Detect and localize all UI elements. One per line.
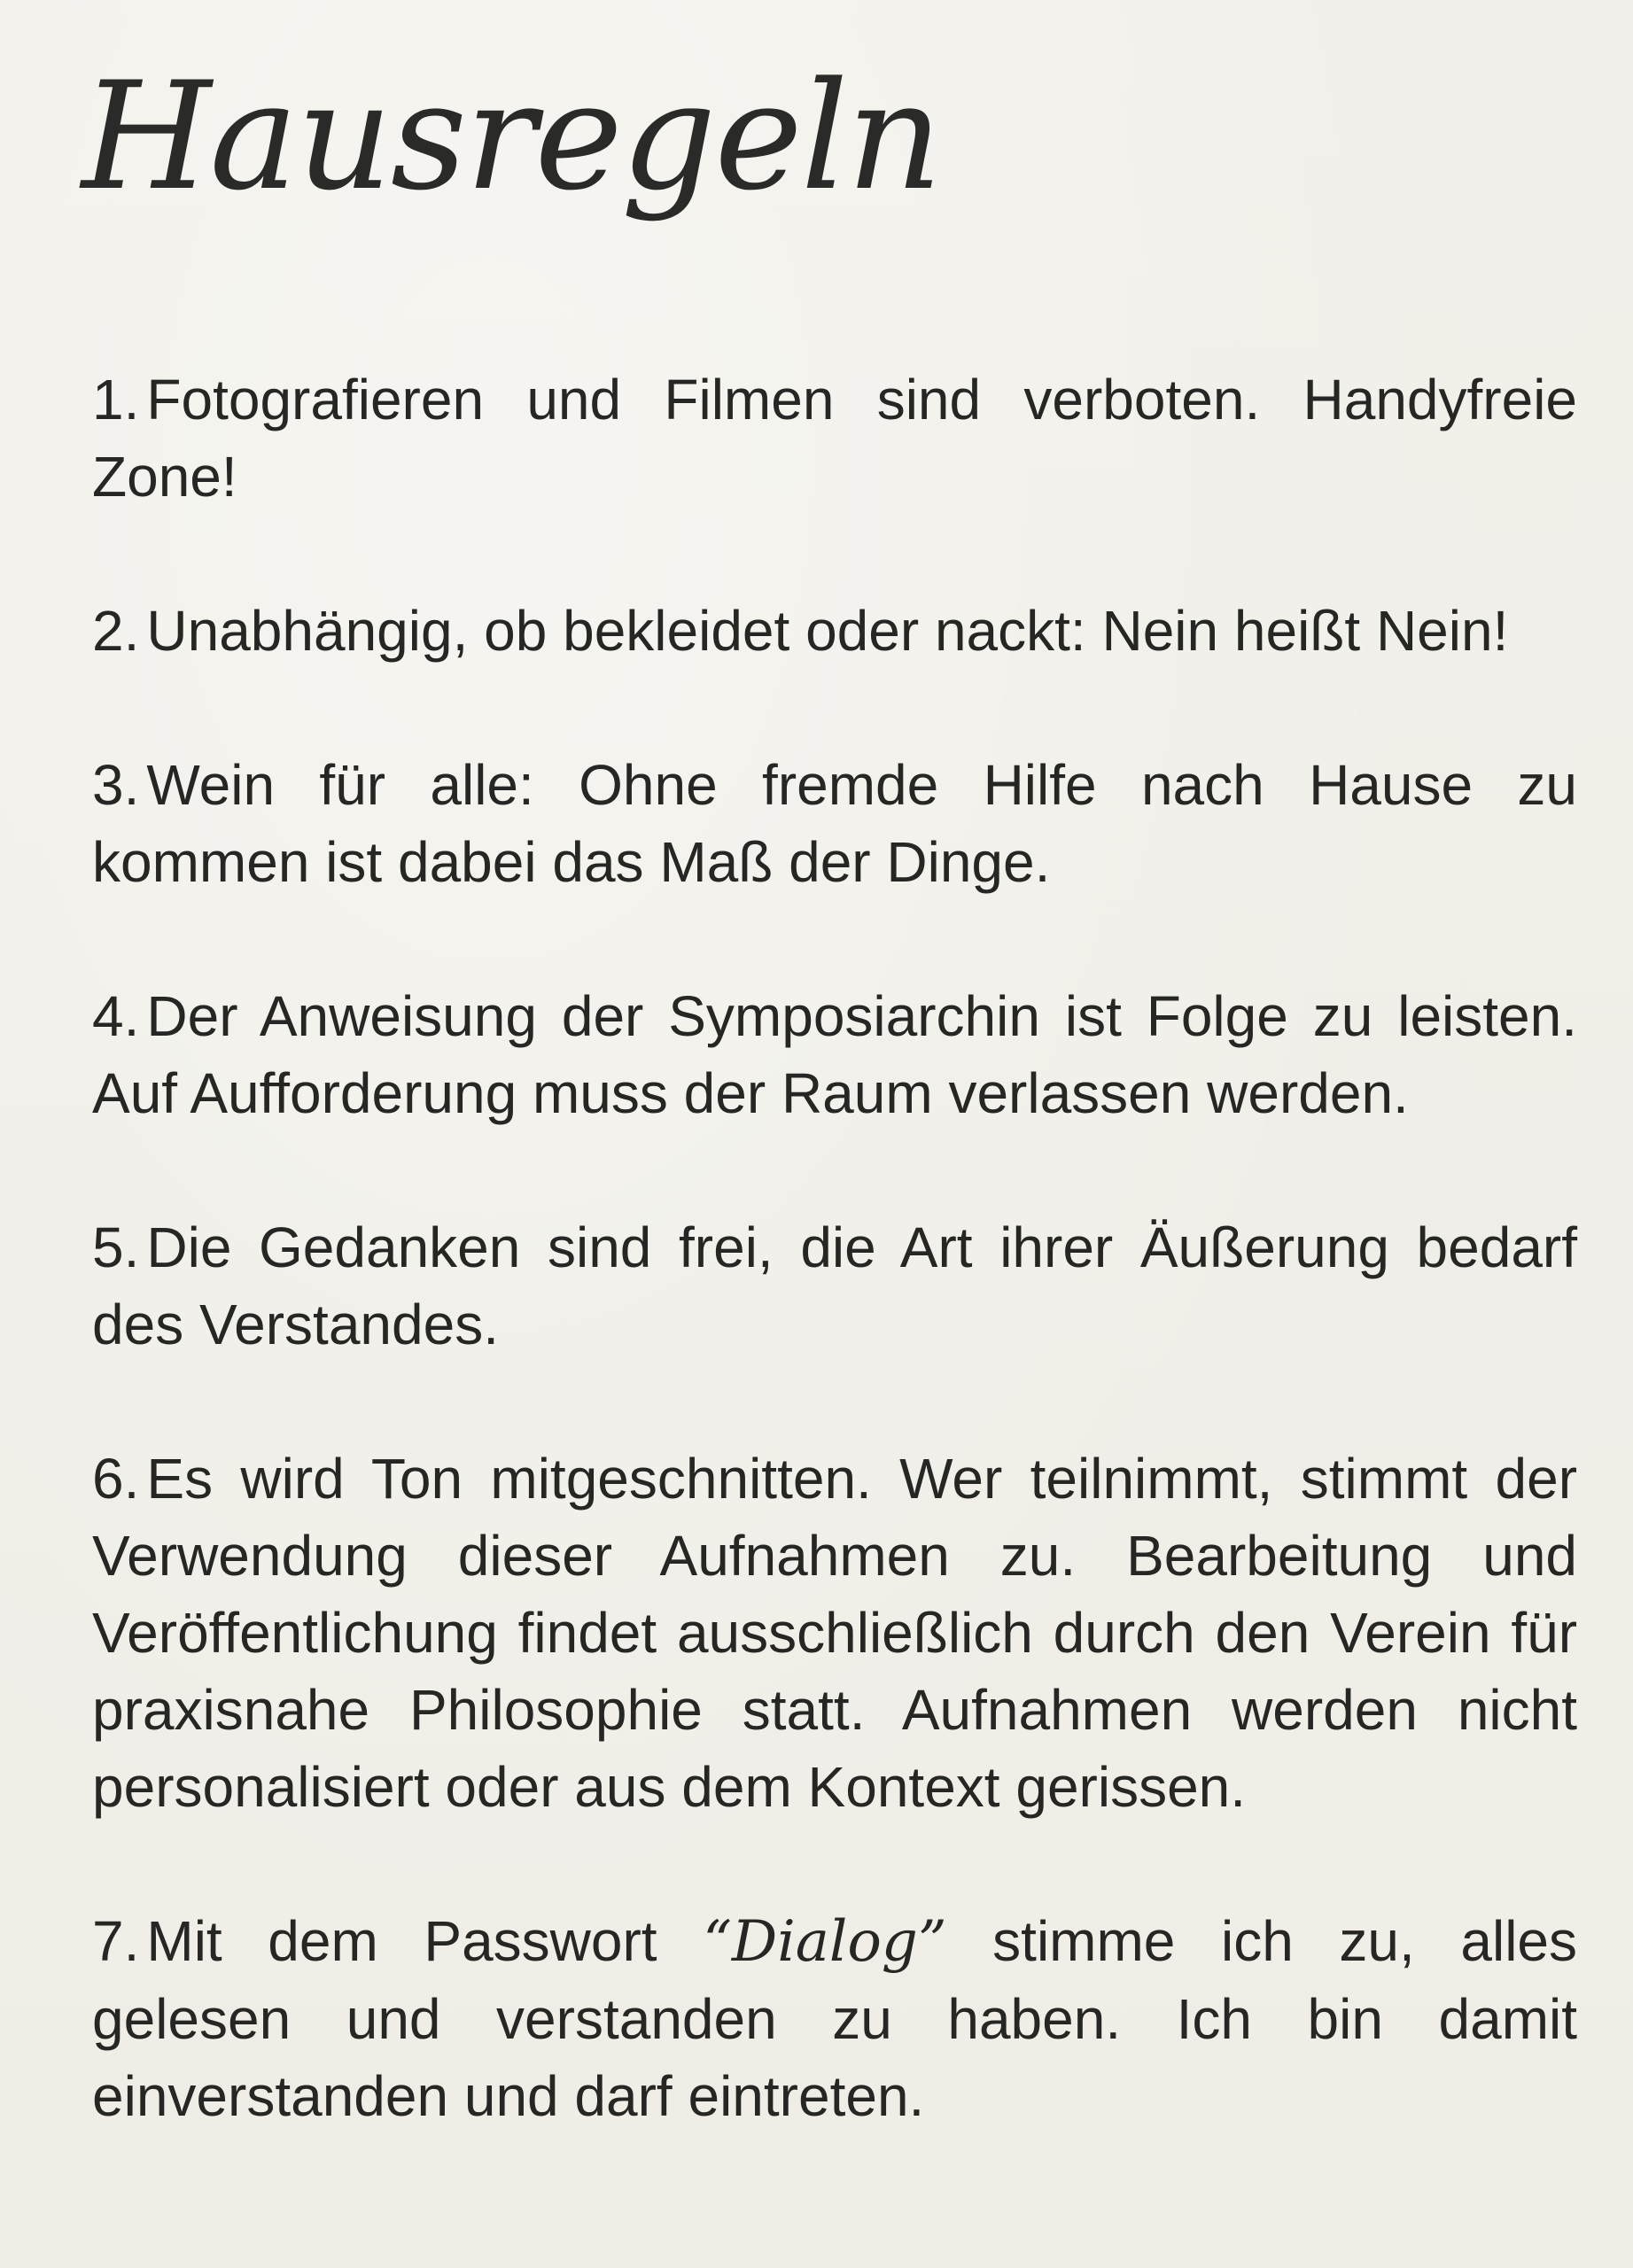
rule-number: 5. (92, 1216, 140, 1279)
rule-text: Die Gedanken sind frei, die Art ihrer Äußerung bedarf des Verstandes. (92, 1216, 1577, 1356)
rule-item-1 (92, 361, 1577, 516)
rules-list (92, 361, 1577, 2135)
rule-text: Fotografieren und Filmen sind verboten. Handyfreie Zone! (92, 368, 1577, 509)
rule-number: 1. (92, 368, 140, 431)
rule-number: 2. (92, 599, 140, 663)
rule-number: 3. (92, 753, 140, 817)
rule-item-5 (92, 1209, 1577, 1363)
rule-text: Es wird Ton mitgeschnitten. Wer teilnimmt, stimmt der Verwendung dieser Aufnahmen zu. Bearbeitung und Veröffentlichung findet ausschließlich durch den Verein für praxisnahe Philosophie statt. Aufnahmen werden nicht personalisiert oder aus dem Kontext gerissen. (92, 1447, 1577, 1819)
rule-text: Mit dem Passwort (146, 1909, 657, 1973)
rule-number: 4. (92, 984, 140, 1048)
password-word: “Dialog” (703, 1909, 947, 1975)
rule-item-6 (92, 1441, 1577, 1826)
page-title: Hausregeln (82, 50, 941, 223)
rule-number: 7. (92, 1909, 140, 1973)
rule-text: stimme ich zu, alles gelesen und verstanden zu haben. Ich bin damit einverstanden und darf eintreten. (92, 1909, 1578, 2128)
rule-item-4 (92, 978, 1577, 1132)
rule-item-3 (92, 747, 1577, 901)
rule-item-7 (92, 1903, 1577, 2135)
rule-text: Der Anweisung der Symposiarchin ist Folge zu leisten. Auf Aufforderung muss der Raum verlassen werden. (92, 984, 1577, 1125)
rule-text: Unabhängig, ob bekleidet oder nackt: Nein heißt Nein! (146, 599, 1509, 663)
rule-text: Wein für alle: Ohne fremde Hilfe nach Hause zu kommen ist dabei das Maß der Dinge. (92, 753, 1577, 894)
rule-item-2 (92, 593, 1577, 670)
rule-number: 6. (92, 1447, 140, 1511)
